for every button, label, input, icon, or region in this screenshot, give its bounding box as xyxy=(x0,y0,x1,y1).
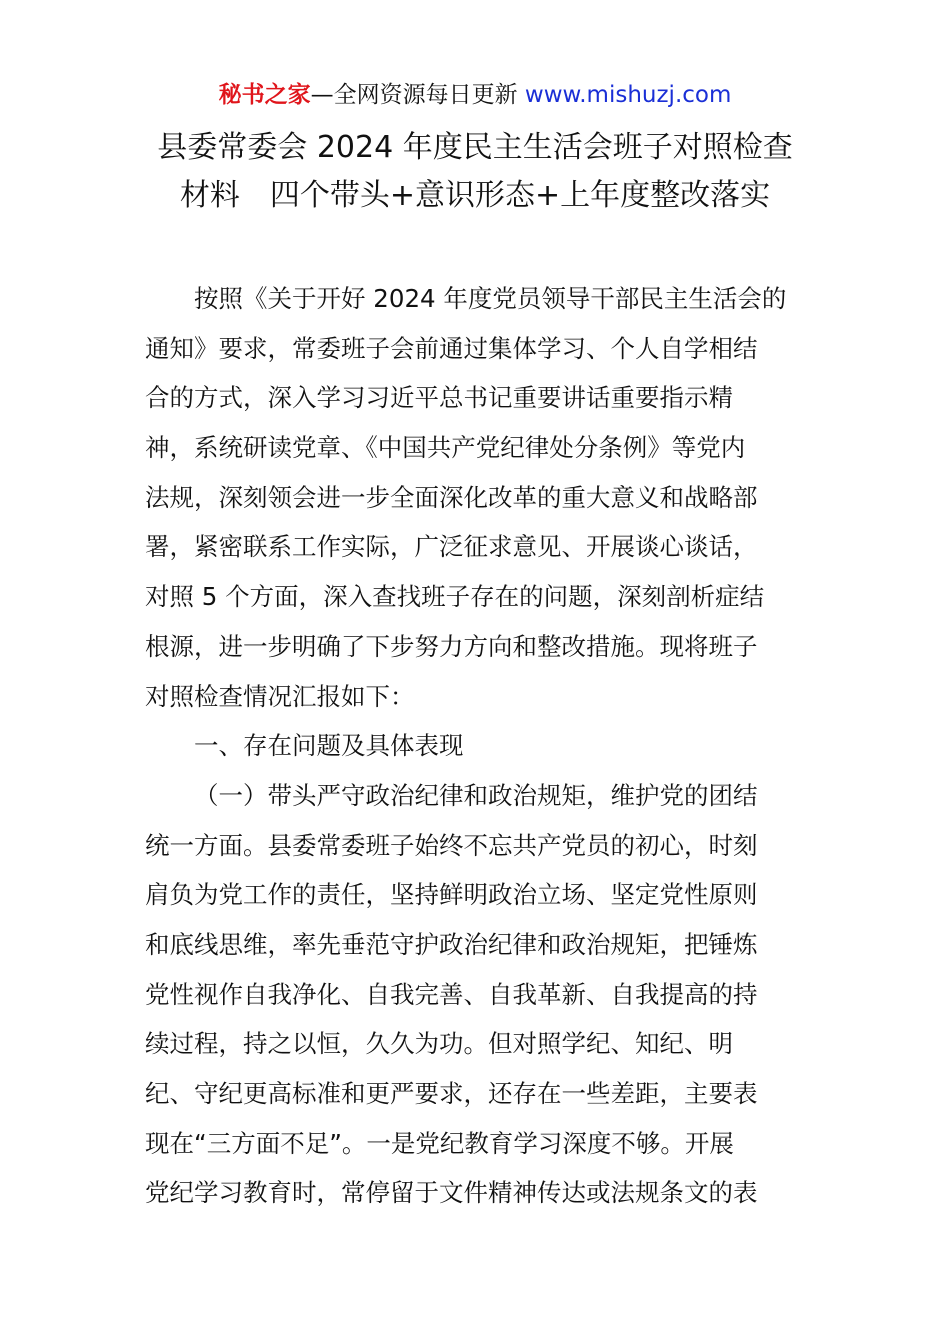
paragraph-line: （一）带头严守政治纪律和政治规矩，维护党的团结 xyxy=(194,780,758,810)
paragraph-line: 和底线思维，率先垂范守护政治纪律和政治规矩，把锤炼 xyxy=(145,929,758,959)
paragraph-line: 根源，进一步明确了下步努力方向和整改措施。现将班子 xyxy=(145,631,758,661)
paragraph-line: 对照检查情况汇报如下： xyxy=(145,681,415,711)
banner-brand: 秘书之家 xyxy=(218,82,311,108)
banner-tagline: —全网资源每日更新 xyxy=(310,82,525,108)
title-line-2: 材料 四个带头+意识形态+上年度整改落实 xyxy=(179,178,771,213)
paragraph-line: 续过程，持之以恒，久久为功。但对照学纪、知纪、明 xyxy=(145,1029,733,1059)
paragraph-line: 神，系统研读党章、《中国共产党纪律处分条例》等党内 xyxy=(145,433,746,463)
paragraph-line: 统一方面。县委常委班子始终不忘共产党员的初心，时刻 xyxy=(145,830,758,860)
paragraph-line: 对照 5 个方面，深入查找班子存在的问题，深刻剖析症结 xyxy=(145,582,765,612)
paragraph-line: 现在“三方面不足”。一是党纪教育学习深度不够。开展 xyxy=(145,1128,734,1158)
document-body xyxy=(145,274,810,1218)
paragraph-line: 合的方式，深入学习习近平总书记重要讲话重要指示精 xyxy=(145,383,733,413)
section-heading: 一、存在问题及具体表现 xyxy=(194,731,464,761)
paragraph-line: 肩负为党工作的责任，坚持鲜明政治立场、坚定党性原则 xyxy=(145,880,758,910)
site-banner xyxy=(0,78,950,112)
paragraph-line: 通知》要求，常委班子会前通过集体学习、个人自学相结 xyxy=(145,333,758,363)
title-line-1: 县委常委会 2024 年度民主生活会班子对照检查 xyxy=(157,130,793,165)
paragraph-line: 署，紧密联系工作实际，广泛征求意见、开展谈心谈话， xyxy=(145,532,758,562)
paragraph-line: 纪、守纪更高标准和更严要求，还存在一些差距，主要表 xyxy=(145,1079,758,1108)
paragraph-line: 党纪学习教育时，常停留于文件精神传达或法规条文的表 xyxy=(145,1178,758,1208)
document-title xyxy=(140,124,810,220)
paragraph-line: 按照《关于开好 2024 年度党员领导干部民主生活会的 xyxy=(194,284,787,313)
paragraph-line: 党性视作自我净化、自我完善、自我革新、自我提高的持 xyxy=(145,979,758,1009)
paragraph-line: 法规，深刻领会进一步全面深化改革的重大意义和战略部 xyxy=(145,482,758,512)
banner-url-link[interactable]: www.mishuzj.com xyxy=(524,82,732,108)
